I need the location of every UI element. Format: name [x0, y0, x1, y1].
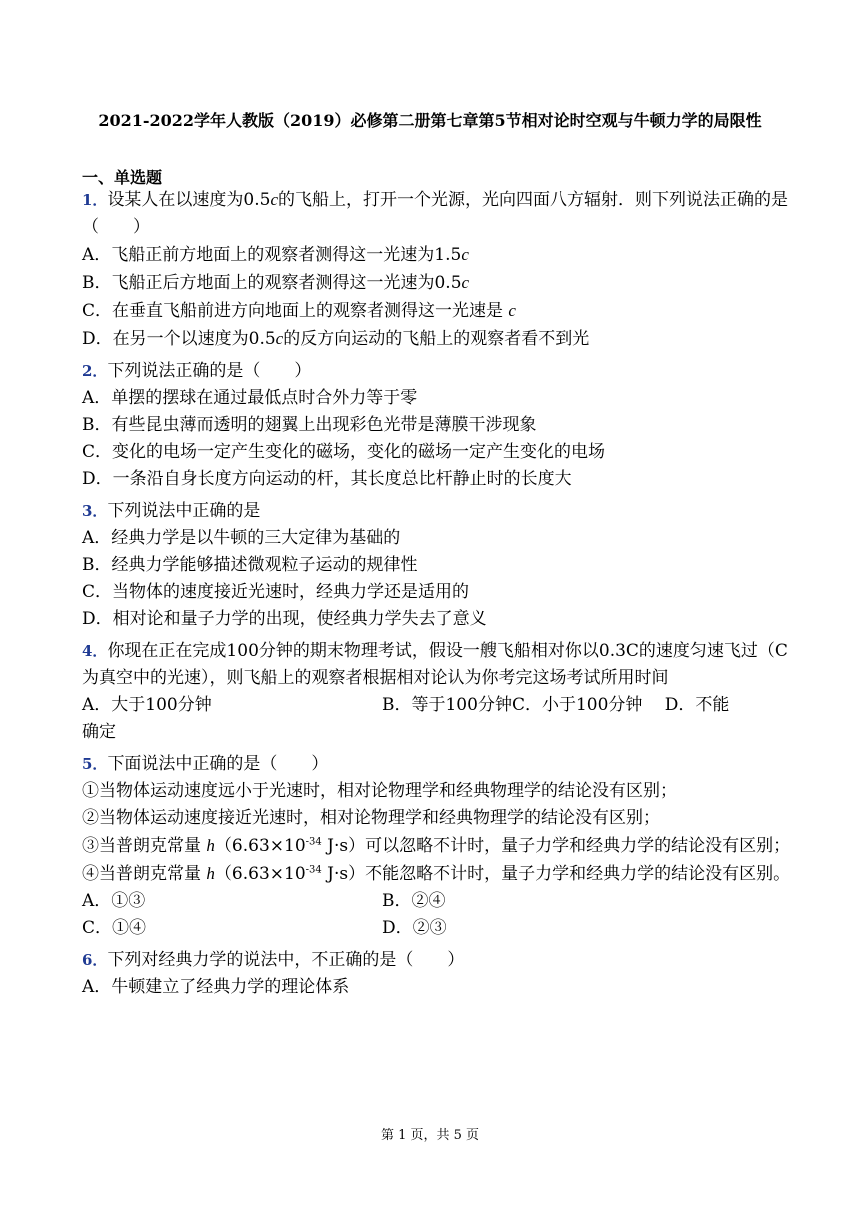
option-c: C．在垂直飞船前进方向地面上的观察者测得这一光速是 c	[82, 301, 516, 321]
option-a: A．单摆的摆球在通过最低点时合外力等于零	[82, 388, 418, 408]
question-list	[82, 186, 800, 1006]
question-number: 2．	[82, 362, 108, 380]
question-stem: 5．下面说法中正确的是（ ）	[82, 754, 329, 774]
question-stem: 3．下列说法中正确的是	[82, 501, 261, 521]
question-stem: 4．你现在正在完成100分钟的期末物理考试，假设一艘飞船相对你以0.3C的速度匀速飞过（C为真空中的光速），则飞船上的观察者根据相对论认为你考完这场考试所用时间	[82, 641, 788, 688]
question-stem: 6．下列对经典力学的说法中，不正确的是（ ）	[82, 950, 465, 970]
question-2	[82, 358, 800, 493]
question-4	[82, 638, 800, 746]
option-row	[82, 888, 800, 915]
question-5	[82, 751, 800, 942]
document-title: 2021-2022学年人教版（2019）必修第二册第七章第5节相对论时空观与牛顿力学的局限性	[98, 111, 762, 130]
option-c: C．①④	[82, 918, 147, 938]
option-d: D．②③	[382, 918, 447, 938]
option-a: A．飞船正前方地面上的观察者测得这一光速为1.5c	[82, 245, 469, 265]
option-b: B．有些昆虫薄而透明的翅翼上出现彩色光带是薄膜干涉现象	[82, 415, 537, 435]
question-number: 3．	[82, 502, 108, 520]
option-d-tail: 确定	[82, 722, 116, 742]
option-c: C．变化的电场一定产生变化的磁场，变化的磁场一定产生变化的电场	[82, 442, 606, 462]
option-c: C．当物体的速度接近光速时，经典力学还是适用的	[82, 582, 470, 602]
option-d: D．在另一个以速度为0.5c的反方向运动的飞船上的观察者看不到光	[82, 329, 590, 349]
question-3	[82, 498, 800, 633]
page-footer: 第 1 页，共 5 页	[380, 1128, 480, 1143]
statement-3: ③当普朗克常量 $h(6.63\times 10^{-34}$ J·s）可以忽略不计时，量子力学和经典力学的结论没有区别；	[82, 836, 791, 856]
options-bcd: B．等于100分钟C．小于100分钟 D．不能	[382, 695, 730, 715]
option-a: A．大于100分钟	[82, 695, 212, 715]
option-b: B．②④	[382, 891, 446, 911]
option-a: A．经典力学是以牛顿的三大定律为基础的	[82, 528, 401, 548]
statement-2: ②当物体运动速度接近光速时，相对论物理学和经典物理学的结论没有区别；	[82, 808, 660, 828]
question-number: 4．	[82, 642, 108, 660]
option-a: A．①③	[82, 891, 146, 911]
question-number: 5．	[82, 755, 108, 773]
option-row	[82, 915, 800, 942]
question-stem: 2．下列说法正确的是（ ）	[82, 361, 312, 381]
option-b: B．经典力学能够描述微观粒子运动的规律性	[82, 555, 418, 575]
option-d: D．相对论和量子力学的出现，使经典力学失去了意义	[82, 609, 487, 629]
option-a: A．牛顿建立了经典力学的理论体系	[82, 977, 350, 997]
question-1	[82, 186, 800, 353]
question-stem: 1．设某人在以速度为0.5c的飞船上，打开一个光源，光向四面八方辐射．则下列说法正确的是（ ）	[82, 190, 789, 237]
question-number: 1．	[82, 191, 108, 209]
option-d: D．一条沿自身长度方向运动的杆，其长度总比杆静止时的长度大	[82, 469, 572, 489]
option-b: B．飞船正后方地面上的观察者测得这一光速为0.5c	[82, 273, 470, 293]
question-number: 6．	[82, 951, 108, 969]
option-row	[82, 692, 800, 719]
statement-4: ④当普朗克常量 $h(6.63\times 10^{-34}$ J·s）不能忽略不计时，量子力学和经典力学的结论没有区别。	[82, 864, 791, 884]
section-heading: 一、单选题	[82, 168, 163, 187]
question-6	[82, 947, 800, 1001]
statement-1: ①当物体运动速度远小于光速时，相对论物理学和经典物理学的结论没有区别；	[82, 781, 677, 801]
